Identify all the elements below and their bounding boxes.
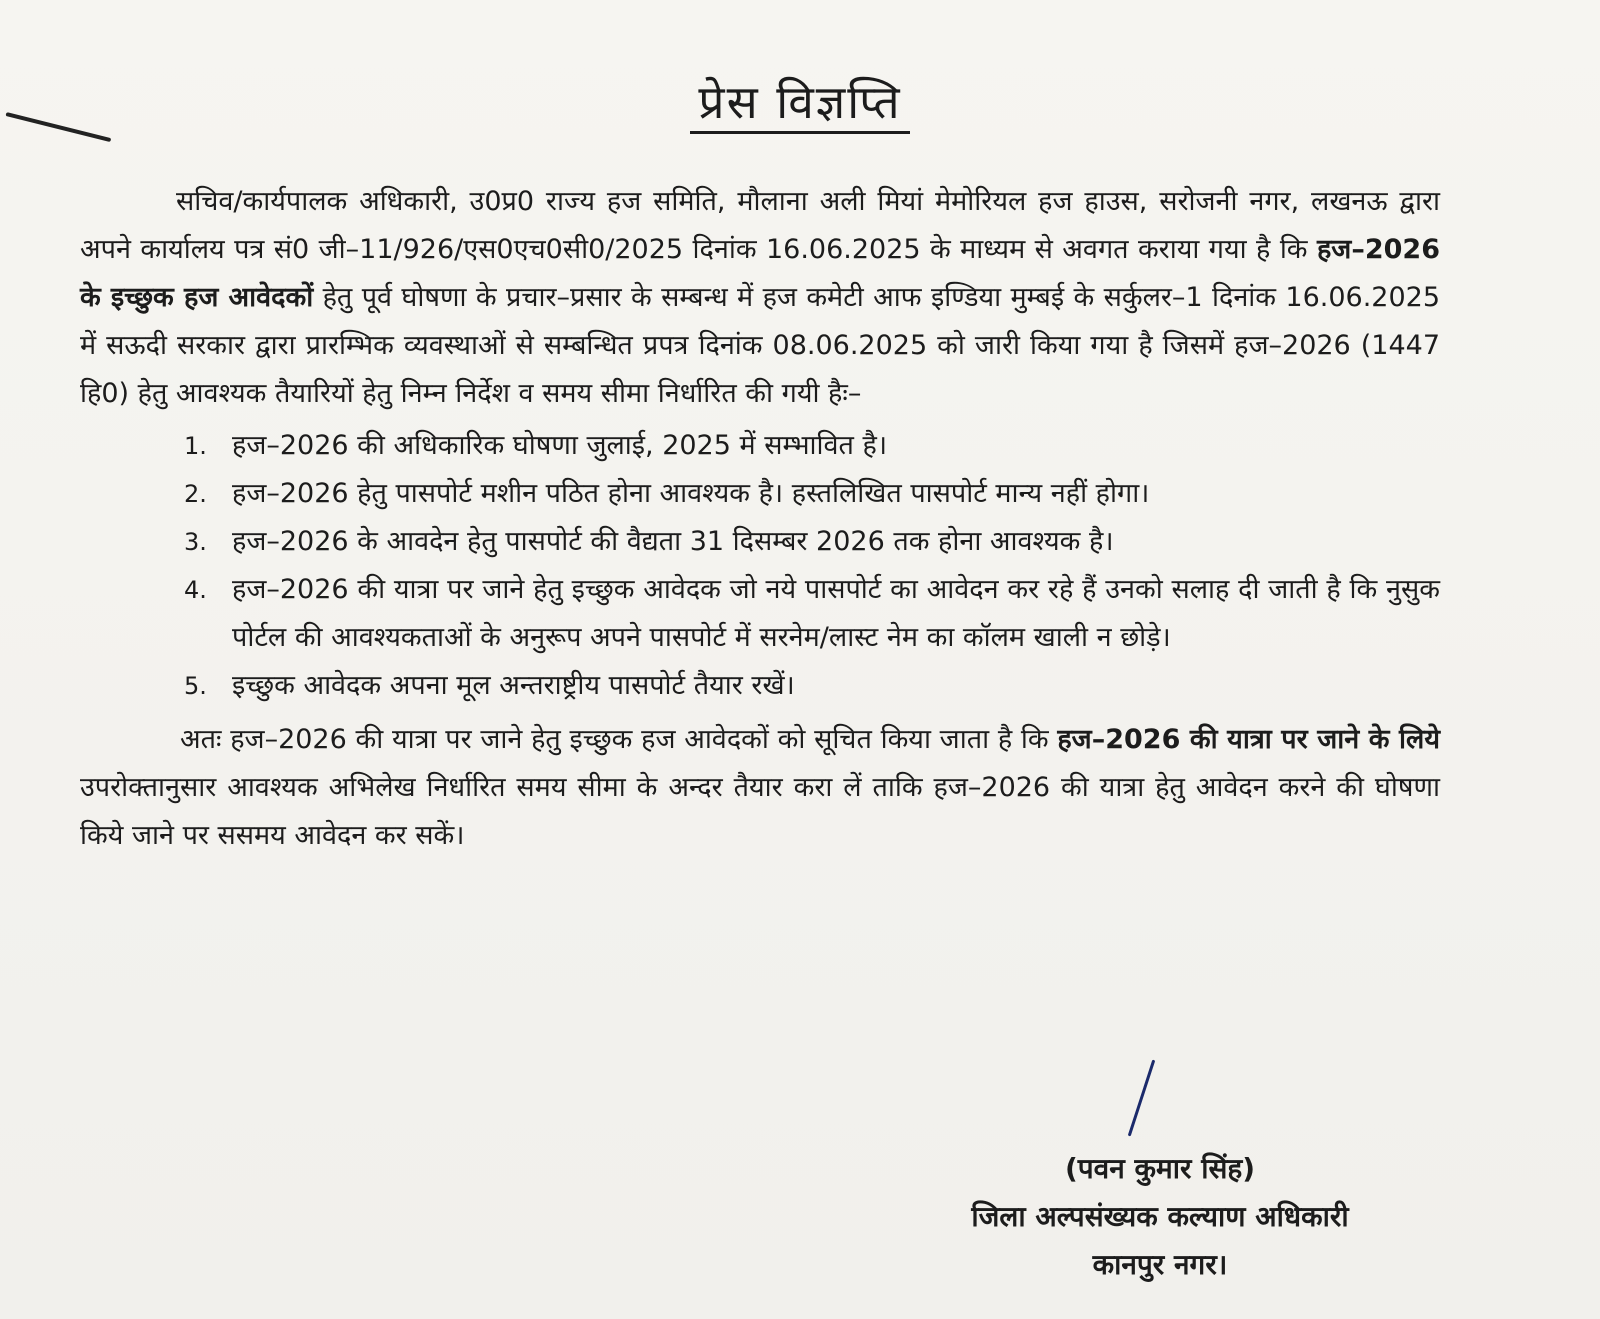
signature-stroke bbox=[1128, 1059, 1156, 1136]
list-item-number: 1. bbox=[184, 432, 207, 460]
list-item-text: हज–2026 की यात्रा पर जाने हेतु इच्छुक आवेदक जो नये पासपोर्ट का आवेदन कर रहे हैं उनको सलाह दी जाती है कि नुसुक पोर्टल की आवश्यकताओं के अनुरूप अपने पासपोर्ट में सरनेम/लास्ट नेम का कॉलम खाली न छोड़े। bbox=[232, 574, 1440, 653]
signatory-designation: जिला अल्पसंख्यक कल्याण अधिकारी bbox=[971, 1200, 1349, 1233]
list-item-number: 3. bbox=[184, 528, 207, 556]
closing-text-1: अतः हज–2026 की यात्रा पर जाने हेतु इच्छुक हज आवेदकों को सूचित किया जाता है कि bbox=[180, 724, 1058, 755]
list-item-text: इच्छुक आवेदक अपना मूल अन्तराष्ट्रीय पासपोर्ट तैयार रखें। bbox=[232, 670, 795, 701]
intro-text-1: सचिव/कार्यपालक अधिकारी, उ0प्र0 राज्य हज समिति, मौलाना अली मियां मेमोरियल हज हाउस, सरोजनी नगर, लखनऊ द्वारा अपने कार्यालय पत्र सं0 जी–11/926/एस0एच0सी0/2025 दिनांक 16.06.2025 के माध्यम से अवगत कराया गया है कि bbox=[80, 186, 1440, 265]
closing-text-2: उपरोक्तानुसार आवश्यक अभिलेख निर्धारित समय सीमा के अन्दर तैयार करा लें ताकि हज–2026 की यात्रा हेतु आवेदन करने की घोषणा किये जाने पर ससमय आवेदन कर सकें। bbox=[80, 772, 1440, 851]
signatory-name: (पवन कुमार सिंह) bbox=[1064, 1152, 1256, 1185]
list-item-text: हज–2026 हेतु पासपोर्ट मशीन पठित होना आवश्यक है। हस्तलिखित पासपोर्ट मान्य नहीं होगा। bbox=[232, 478, 1150, 509]
intro-paragraph bbox=[80, 178, 1440, 418]
intro-text-2: हेतु पूर्व घोषणा के प्रचार–प्रसार के सम्बन्ध में हज कमेटी आफ इण्डिया मुम्बई के सर्कुलर–1 दिनांक 16.06.2025 में सऊदी सरकार द्वारा प्रारम्भिक व्यवस्थाओं से सम्बन्धित प्रपत्र दिनांक 08.06.2025 को जारी किया गया है जिसमें हज–2026 (1447 हि0) हेतु आवश्यक तैयारियों हेतु निम्न निर्देश व समय सीमा निर्धारित की गयी हैः– bbox=[80, 282, 1440, 409]
list-item-text: हज–2026 की अधिकारिक घोषणा जुलाई, 2025 में सम्भावित है। bbox=[232, 430, 888, 461]
list-item bbox=[80, 422, 1440, 470]
list-item-number: 4. bbox=[184, 576, 207, 604]
list-item-number: 5. bbox=[184, 672, 207, 700]
list-item-text: हज–2026 के आवदेन हेतु पासपोर्ट की वैद्यता 31 दिसम्बर 2026 तक होना आवश्यक है। bbox=[232, 526, 1114, 557]
title-text: प्रेस विज्ञप्ति bbox=[690, 75, 909, 134]
list-item bbox=[80, 662, 1440, 710]
signature-block bbox=[880, 1145, 1440, 1289]
list-item-number: 2. bbox=[184, 480, 207, 508]
signatory-location: कानपुर नगर। bbox=[1092, 1248, 1228, 1281]
closing-bold-text: हज–2026 की यात्रा पर जाने के लिये bbox=[1057, 724, 1440, 755]
intro-bold-text: हज–2026 के इच्छुक हज आवेदकों bbox=[80, 234, 1440, 313]
page-title bbox=[0, 70, 1600, 132]
instruction-list bbox=[80, 422, 1440, 710]
list-item bbox=[80, 518, 1440, 566]
press-release-body bbox=[80, 178, 1440, 860]
list-item bbox=[80, 566, 1440, 662]
closing-paragraph bbox=[80, 716, 1440, 860]
list-item bbox=[80, 470, 1440, 518]
